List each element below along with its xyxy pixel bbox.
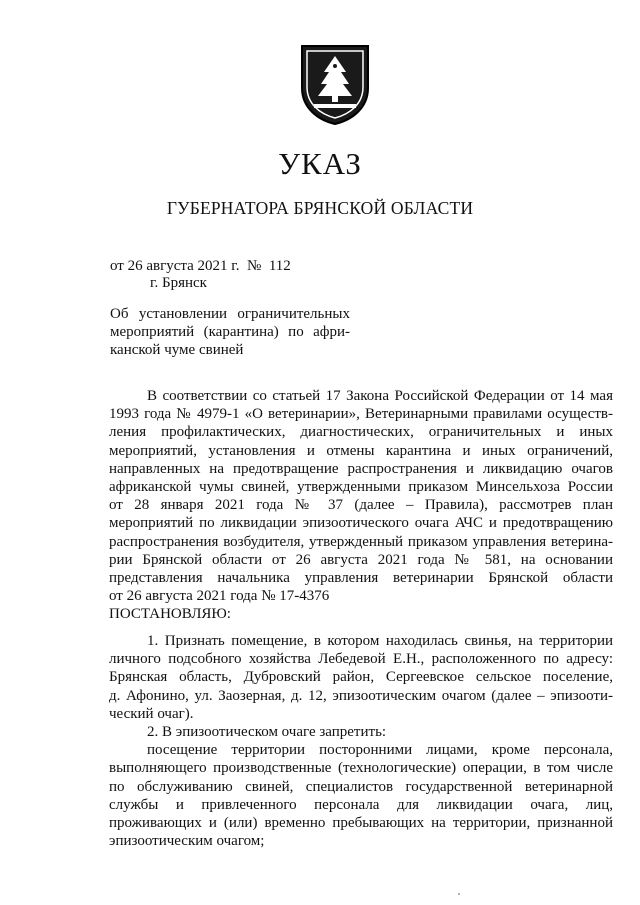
- document-city: г. Брянск: [150, 275, 207, 291]
- point1-line: 1. Признать помещение, в котором находилась свинья, на территории: [147, 633, 613, 649]
- document-date-number: от 26 августа 2021 г. № 112: [110, 258, 291, 274]
- preamble-line: ления профилактических, диагностических, ограничительных и иных: [109, 424, 613, 441]
- preamble-line: от 26 августа 2021 года № 17-4376: [109, 588, 330, 605]
- preamble-line: мероприятий, установления и отмены карантина и иных ограничений,: [109, 442, 613, 459]
- scan-speck: [458, 893, 460, 895]
- point1-line: ческий очаг).: [109, 705, 194, 722]
- preamble-line: мероприятий по ликвидации эпизоотического очага АЧС и предотвращению: [109, 515, 613, 532]
- coat-of-arms-emblem: [298, 42, 372, 126]
- subject-line: Об установлении ограничительных: [110, 306, 350, 322]
- subject-line: канской чуме свиней: [110, 342, 244, 358]
- decree-word: ПОСТАНОВЛЯЮ:: [109, 606, 231, 623]
- preamble-line: представления начальника управления ветеринарии Брянской области: [109, 569, 613, 586]
- decree-points: [109, 632, 613, 850]
- document-title: УКАЗ: [278, 146, 362, 181]
- point1-line: личного подсобного хозяйства Лебедевой Е.Н., расположенного по адресу:: [109, 651, 613, 668]
- point1-line: Брянская область, Дубровский район, Сергеевское сельское поселение,: [109, 669, 613, 686]
- point2-line: службы и привлеченного персонала для ликвидации очага, лиц,: [109, 796, 613, 813]
- point2-line: по обслуживанию свиней, специалистов государственной ветеринарной: [109, 778, 613, 795]
- point2-line: выполняющего производственные (технологические) операции, в том числе: [109, 760, 613, 777]
- point2-title: 2. В эпизоотическом очаге запретить:: [147, 723, 387, 740]
- preamble-line: направленных на предотвращение распространения и ликвидацию очагов: [109, 460, 613, 477]
- document-subtitle: ГУБЕРНАТОРА БРЯНСКОЙ ОБЛАСТИ: [166, 198, 474, 218]
- preamble-line: от 28 января 2021 года № 37 (далее – Правила), рассмотрев план: [109, 497, 613, 514]
- preamble-line: В соответствии со статьей 17 Закона Российской Федерации от 14 мая: [147, 388, 613, 404]
- subject-line: мероприятий (карантина) по афри-: [110, 324, 350, 340]
- point2-line: эпизоотическим очагом;: [109, 833, 265, 850]
- preamble: [109, 387, 613, 623]
- document-subject: [110, 305, 350, 359]
- point1-line: д. Афонино, ул. Заозерная, д. 12, эпизоотическим очагом (далее – эпизооти-: [109, 687, 613, 704]
- preamble-line: африканской чумы свиней, утвержденными приказом Минсельхоза России: [109, 478, 613, 495]
- point2-line: проживающих и (или) временно пребывающих на территории, признанной: [109, 814, 613, 831]
- preamble-line: распространения возбудителя, утвержденный приказом управления ветерина-: [109, 533, 613, 550]
- preamble-line: рии Брянской области от 26 августа 2021 года № 581, на основании: [109, 551, 613, 568]
- preamble-line: 1993 года № 4979-1 «О ветеринарии», Ветеринарными правилами осуществ-: [109, 406, 613, 423]
- point2-line: посещение территории посторонними лицами, кроме персонала,: [147, 742, 613, 759]
